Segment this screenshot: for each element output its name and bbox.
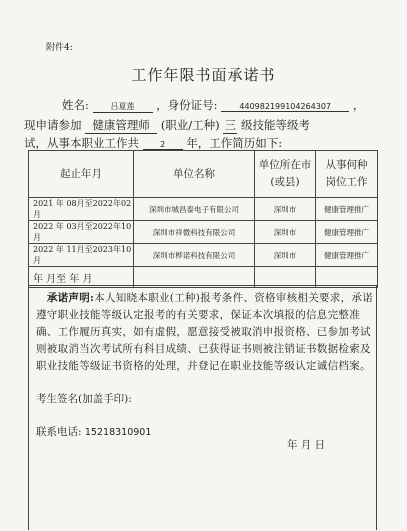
declaration-body: 本人知晓本职业(工种)报考条件、资格审核相关要求，承诺遵守职业技能等级认定报考的有关要求，保证本次填报的信息完整准确、工作履历真实，如有虚假，愿意接受被取消申报资格、已参加考试则被取消当次考试所有科目成绩、已获得证书则被注销证书数据检索及职业技能等级证书资格的处理，并登记在职业技能等级认定诚信档案。 [36,292,373,372]
phone-line [36,424,151,439]
row-role: 健康管理推广 [316,198,378,221]
row-period: 年 月至 年 月 [29,267,134,288]
name-value: 吕夏莲 [93,101,153,113]
apply-line [24,117,310,134]
table-header-row [29,151,378,198]
row-location: 深圳市 [255,221,316,244]
header-period: 起止年月 [29,151,134,198]
header-employer: 单位名称 [134,151,255,198]
years-value: 2 [143,140,183,150]
document-title: 工作年限书面承诺书 [131,66,276,84]
occupation-value: 健康管理师 [85,117,157,134]
table-row [29,221,378,244]
row-location: 深圳市 [255,244,316,267]
table-row [29,198,378,221]
row-employer: 深圳市城昌泰电子有限公司 [134,198,255,221]
years-line [24,135,282,151]
attachment-label: 附件4: [46,43,73,53]
row-employer: 深圳市桦诺科技有限公司 [134,244,255,267]
name-id-line [62,97,364,113]
header-location: 单位所在市 (或县) [255,151,316,198]
row-period: 2022 年 11月至2023年10 月 [29,244,134,267]
table-row [29,244,378,267]
occupation-suffix: (职业/工种) [160,118,220,132]
level-value: 三 [224,118,237,132]
id-number-value: 440982199104264307 [221,102,349,112]
date-line: 年 月 日 [287,439,326,451]
row-period: 2022 年 03月至2022年10 月 [29,221,134,244]
phone-label: 联系电话: [36,426,82,438]
declaration-label: 承诺声明: [46,292,95,304]
row-location: 深圳市 [255,198,316,221]
row-period: 2021 年 08月至2022年02月 [29,198,134,221]
line1-end: ， [352,98,365,112]
years-text-b: 年，工作简历如下: [186,136,283,150]
apply-label: 现申请参加 [24,118,82,132]
row-role: 健康管理推广 [316,221,378,244]
work-history-table [28,150,378,288]
level-suffix: 级技能等级考 [240,118,310,132]
signature-label: 考生签名(加盖手印): [36,393,132,405]
name-label: 姓名: [62,98,89,112]
header-role: 从事何种 岗位工作 [316,151,378,198]
years-text-a: 试，从事本职业工作共 [24,136,139,150]
row-role: 健康管理推广 [316,244,378,267]
row-employer: 深圳市祥微科技有限公司 [134,221,255,244]
id-label: ，身份证号: [156,98,218,112]
phone-value: 15218310901 [84,427,152,438]
declaration-text [36,290,374,375]
